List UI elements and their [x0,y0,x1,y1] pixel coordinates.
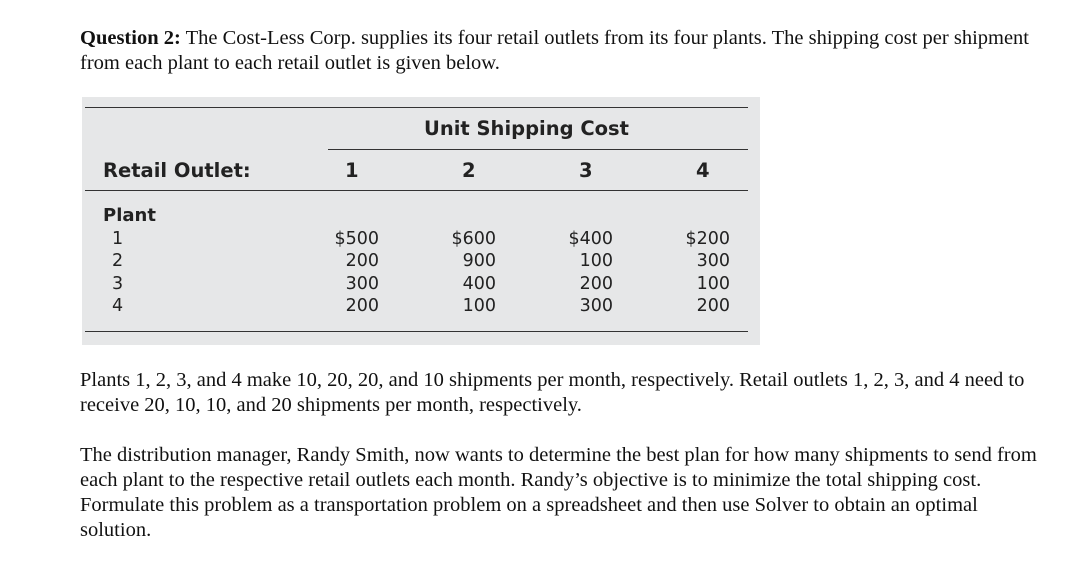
outlet-header-1: 1 [345,159,359,182]
plant-label-4: 4 [112,295,124,316]
cost-cell: 900 [462,251,496,272]
cost-cell: $500 [334,229,379,249]
retail-outlet-header: Retail Outlet: [103,159,251,182]
cost-cell: 200 [345,251,379,272]
cost-cell: 100 [696,273,730,294]
plant-label-3: 3 [112,273,124,294]
cost-cell: 300 [345,273,379,294]
table-bottom-rule [85,331,748,332]
cost-cell: 200 [345,295,379,316]
cost-cell: 100 [579,251,613,272]
plant-number-column [112,228,123,317]
outlet-4-cost-column [668,228,730,317]
plant-group-label: Plant [103,205,156,226]
outlet-header-4: 4 [696,159,710,182]
cost-cell: 300 [696,251,730,272]
outlet-1-cost-column [317,228,379,317]
outlet-header-3: 3 [579,159,593,182]
title-underline [328,149,748,150]
question-intro [80,26,1040,76]
outlet-2-cost-column [434,228,496,317]
cost-cell: 300 [579,295,613,316]
outlet-3-cost-column [551,228,613,317]
cost-cell: 100 [462,295,496,316]
cost-cell: 200 [579,273,613,294]
outlet-header-2: 2 [462,159,476,182]
header-rule [85,190,748,191]
cost-cell: 400 [462,273,496,294]
cost-cell: $600 [451,229,496,249]
cost-cell: $200 [685,229,730,249]
table-title: Unit Shipping Cost [424,117,629,140]
question-text: The Cost-Less Corp. supplies its four retail outlets from its four plants. The shipping cost per shipment from each plant to each retail outlet is given below. [80,27,1029,74]
table-top-rule [85,107,748,108]
plant-label-2: 2 [112,251,124,272]
shipping-cost-table [82,97,760,345]
objective-paragraph: The distribution manager, Randy Smith, now wants to determine the best plan for how many shipments to send from each plant to the respective retail outlets each month. Randy’s objective is to minimize the total shipping cost. Formulate this problem as a transportation problem on a spreadsheet and then use Solver to obtain an optimal solution. [80,444,1037,541]
supply-demand-paragraph: Plants 1, 2, 3, and 4 make 10, 20, 20, and 10 shipments per month, respectively. Retail outlets 1, 2, 3, and 4 need to receive 20, 10, 10, and 20 shipments per month, respectively. [80,369,1025,416]
plant-label-1: 1 [112,229,124,249]
cost-cell: 200 [696,295,730,316]
question-label: Question 2: [80,27,181,49]
cost-cell: $400 [568,229,613,249]
